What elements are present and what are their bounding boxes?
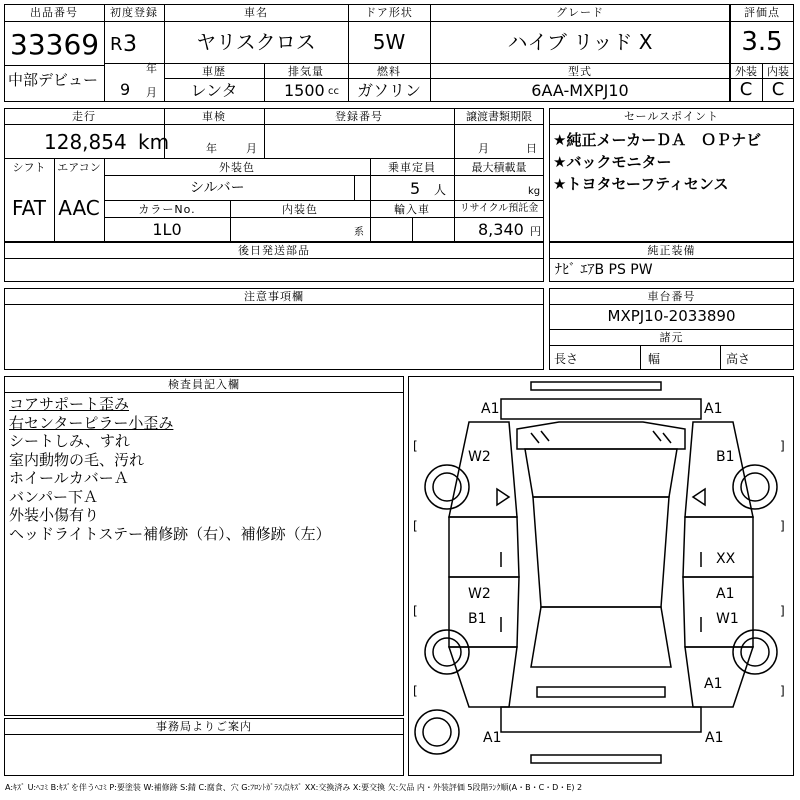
dims-length: 長さ <box>554 352 579 366</box>
windshield <box>525 449 677 497</box>
shift: FAT <box>11 196 46 220</box>
transfer-label: 譲渡書類期限 <box>466 110 532 123</box>
mileage: 128,854 <box>44 130 127 154</box>
ac-label: エアコン <box>57 161 101 174</box>
displacement: 1500 <box>284 81 325 100</box>
notes-label: 注意事項欄 <box>244 290 304 303</box>
inspector-line: コアサポート歪み <box>9 395 130 413</box>
month-unit: 月 <box>146 86 157 99</box>
bracket: [ <box>413 604 418 618</box>
mark-front-right: A1 <box>704 401 723 417</box>
inspector-notes <box>9 395 331 543</box>
interior-grade-label: 内装 <box>767 65 789 78</box>
sales-item: ★純正メーカーＤＡ ＯＰナビ <box>553 131 762 149</box>
grade-label: グレード <box>556 6 604 19</box>
dims-width: 幅 <box>648 352 661 366</box>
recycle-label: リサイクル預託金 <box>459 203 539 214</box>
reg-year: 3 <box>123 32 137 57</box>
inspector-label: 検査員記入欄 <box>168 378 240 391</box>
model-label: 車名 <box>244 6 268 19</box>
equipment-label: 純正装備 <box>647 244 696 257</box>
color-label: 外装色 <box>219 161 255 174</box>
inspector-line: バンパー下Ａ <box>9 487 98 506</box>
interior-color-label: 内装色 <box>282 203 318 216</box>
chassis-label: 車台番号 <box>647 290 696 303</box>
front-right-wheel <box>733 465 777 509</box>
inspection-month-unit: 月 <box>246 142 257 155</box>
sales-item: ★バックモニター <box>553 153 672 171</box>
inspector-line: 右センターピラー小歪み <box>9 413 174 432</box>
first-reg-label: 初度登録 <box>110 6 158 19</box>
transfer-day-unit: 日 <box>526 142 537 155</box>
max-load-unit: kg <box>528 186 541 197</box>
capacity: 5 <box>410 179 421 198</box>
door-label: ドア形状 <box>365 6 413 19</box>
history: レンタ <box>190 81 238 100</box>
bracket: [ <box>413 684 418 698</box>
rear-lamp-bar <box>537 687 665 697</box>
sales-item: ★トヨタセーフティセンス <box>553 175 729 193</box>
bracket: ] <box>780 439 785 453</box>
import-label: 輸入車 <box>394 203 430 216</box>
displacement-label: 排気量 <box>288 65 324 78</box>
mark-right-rear-quarter: A1 <box>704 676 723 692</box>
equipment: ﾅﾋﾞ ｴｱB PS PW <box>555 262 653 278</box>
dims-label: 諸元 <box>659 331 684 344</box>
mileage-label: 走行 <box>72 110 96 123</box>
mark-rear-right: A1 <box>705 730 724 746</box>
legend: A:ｷｽﾞ U:ﾍｺﾐ B:ｷｽﾞを伴うﾍｺﾐ P:要塗装 W:補修跡 S:錆 C:腐食、穴 G:ﾌﾛﾝﾄｶﾞﾗｽ点ｷｽﾞ XX:交換済み X:要交換 欠:欠品 内・外装評価 5段階ﾗﾝｸ順(A・B・C・D・E) 2 <box>5 783 583 792</box>
lot-no: 33369 <box>10 28 100 61</box>
left-front-door <box>449 517 519 577</box>
door-type: 5W <box>372 30 406 54</box>
rear-bumper <box>501 707 701 732</box>
roof <box>533 497 669 607</box>
color-no-label: カラーNo. <box>138 203 196 216</box>
transfer-month-unit: 月 <box>478 142 489 155</box>
shift-label: シフト <box>12 161 46 174</box>
max-load-label: 最大積載量 <box>471 161 527 174</box>
sales-label: セールスポイント <box>623 110 719 123</box>
bracket: [ <box>413 519 418 533</box>
mark-right-middle: XX <box>716 551 736 567</box>
bracket: ] <box>780 684 785 698</box>
score-label: 評価点 <box>744 6 780 19</box>
front-bumper-top <box>531 382 661 390</box>
exterior-grade: C <box>739 79 753 100</box>
car-diagram <box>409 377 793 775</box>
hood <box>517 422 685 449</box>
left-rear-quarter <box>449 647 517 707</box>
rear-glass <box>531 607 671 667</box>
capacity-unit: 人 <box>434 183 447 197</box>
ac: AAC <box>58 196 100 220</box>
interior-grade: C <box>771 79 785 100</box>
inspection-year-unit: 年 <box>206 142 217 155</box>
rear-left-wheel <box>425 630 469 674</box>
inspector-line: ホイールカバーＡ <box>9 469 129 487</box>
office-label: 事務局よりご案内 <box>156 720 252 733</box>
mark-left-rear-door: W2 <box>468 586 491 602</box>
fuel-label: 燃料 <box>377 65 401 78</box>
recycle-fee: 8,340 <box>478 220 524 239</box>
lot-note: 中部デビュー <box>8 71 99 89</box>
recycle-unit: 円 <box>530 225 541 238</box>
mark-front-left: A1 <box>481 401 500 417</box>
grade: ハイブ リッド X <box>507 30 653 54</box>
mark-right-front-fender: B1 <box>716 449 735 465</box>
model-type: 6AA-MXPJ10 <box>531 81 629 100</box>
reg-month: 9 <box>120 80 131 99</box>
color-no: 1L0 <box>152 220 182 239</box>
reg-no-label: 登録番号 <box>335 110 383 123</box>
year-unit: 年 <box>146 62 157 75</box>
inspector-line: 室内動物の毛、汚れ <box>9 450 145 469</box>
inspection-label: 車検 <box>202 110 226 123</box>
sales-list <box>553 129 761 195</box>
interior-color-unit: 系 <box>354 227 364 238</box>
era: R <box>110 34 123 55</box>
mark-left-rear-lower: B1 <box>468 611 487 627</box>
type-label: 型式 <box>568 65 592 78</box>
mark-right-rear-lower: W1 <box>716 611 739 627</box>
mileage-unit: km <box>138 130 170 154</box>
spare-tire <box>415 710 459 754</box>
history-label: 車歴 <box>202 65 226 78</box>
lot-no-label: 出品番号 <box>30 6 78 19</box>
bracket: ] <box>780 604 785 618</box>
chassis-no: MXPJ10-2033890 <box>607 307 736 325</box>
model-name: ヤリスクロス <box>196 30 316 54</box>
displacement-unit: cc <box>328 86 339 97</box>
bracket: [ <box>413 439 418 453</box>
rear-bumper-bottom <box>531 755 661 763</box>
front-left-wheel <box>425 465 469 509</box>
exterior-grade-label: 外装 <box>735 65 757 78</box>
mark-left-front-door: W2 <box>468 449 491 465</box>
rear-right-wheel <box>733 630 777 674</box>
bracket: ] <box>780 519 785 533</box>
inspector-line: ヘッドライトステー補修跡（右）、補修跡（左） <box>9 524 331 543</box>
score: 3.5 <box>741 27 783 57</box>
fuel: ガソリン <box>356 81 421 100</box>
rear-parts-label: 後日発送部品 <box>238 244 310 257</box>
inspector-line: シートしみ、すれ <box>9 432 130 450</box>
inspector-line: 外装小傷有り <box>9 506 100 524</box>
mark-right-rear-door: A1 <box>716 586 735 602</box>
front-bumper <box>501 399 701 419</box>
capacity-label: 乗車定員 <box>388 161 436 174</box>
dims-height: 高さ <box>726 352 751 366</box>
mark-rear-left: A1 <box>483 730 502 746</box>
right-front-door <box>683 517 753 577</box>
color: シルバー <box>190 180 245 196</box>
